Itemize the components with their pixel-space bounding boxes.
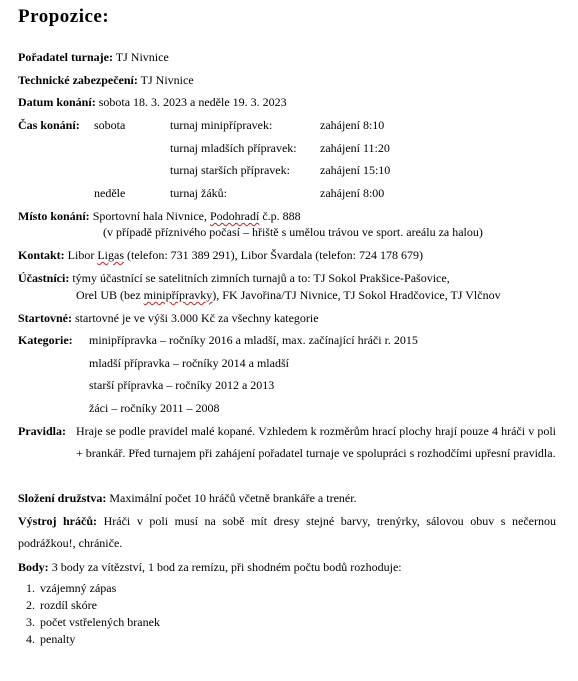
equipment-label: Výstroj hráčů: [18, 514, 98, 528]
dates-label: Datum konání: [18, 95, 96, 109]
organizer-value: TJ Nivnice [115, 50, 169, 64]
dates-line [18, 95, 287, 110]
tiebreaker-item: 4. penalty [38, 631, 160, 648]
venue-line [18, 209, 301, 224]
category-item: minipřípravka – ročníky 2016 a mladší, max. začínající hráči r. 2015 [89, 333, 418, 347]
dates-value: sobota 18. 3. 2023 a neděle 19. 3. 2023 [98, 95, 287, 109]
tiebreaker-list [18, 580, 160, 648]
contact-text-c: (telefon: 731 389 291), Libor Švardala (telefon: 724 178 679) [124, 248, 423, 262]
tiebreaker-item: 3. počet vstřelených branek [38, 614, 160, 631]
schedule-day-sunday: neděle [94, 186, 126, 200]
fee-value: startovné je ve výši 3.000 Kč za všechny kategorie [75, 311, 319, 325]
venue-text-a: Sportovní hala Nivnice, [92, 209, 210, 223]
category-item: mladší přípravka – ročníky 2014 a mladší [89, 356, 289, 370]
category-item: žáci – ročníky 2011 – 2008 [89, 401, 220, 415]
tiebreaker-item: 2. rozdíl skóre [38, 597, 160, 614]
rules-text: Hraje se podle pravidel malé kopané. Vzhledem k rozměrům hrací plochy hrají pouze 4 hráči v poli + brankář. Před turnajem při zahájení pořadatel turnaje ve spolupráci s rozhodčími upřesní pravidla. [76, 424, 556, 460]
equipment-paragraph [18, 510, 556, 554]
organizer-label: Pořadatel turnaje: [18, 50, 113, 64]
tiebreaker-item: 1. vzájemný zápas [38, 580, 160, 597]
venue-note: (v případě příznivého počasí – hřiště s umělou trávou ve sport. areálu za halou) [103, 225, 483, 239]
participants-label: Účastníci: [18, 271, 70, 285]
participants-text-1: týmy účastnící se satelitních zimních turnajů a to: TJ Sokol Prakšice-Pašovice, [72, 271, 450, 285]
schedule-tournament-older: turnaj starších přípravek: [170, 163, 290, 177]
participants-mini: minipřípravky [143, 288, 213, 302]
points-label: Body: [18, 560, 49, 574]
schedule-start-younger: zahájení 11:20 [320, 141, 390, 155]
participants-line-2 [76, 288, 501, 303]
rules-label: Pravidla: [18, 424, 66, 438]
schedule-label: Čas konání: [18, 118, 80, 132]
points-value: 3 body za vítězství, 1 bod za remízu, při shodném počtu bodů rozhoduje: [51, 560, 402, 574]
participants-text-2c: ), FK Javořina/TJ Nivnice, TJ Sokol Hradčovice, TJ Vlčnov [212, 288, 501, 302]
participants-line [18, 271, 450, 286]
squad-label: Složení družstva: [18, 491, 107, 505]
squad-value: Maximální počet 10 hráčů včetně brankáře a trenér. [109, 491, 357, 505]
schedule-start-older: zahájení 15:10 [320, 163, 391, 177]
contact-label: Kontakt: [18, 248, 65, 262]
categories-label: Kategorie: [18, 333, 73, 347]
venue-street: Podohradí [210, 209, 260, 223]
points-line [18, 560, 402, 575]
fee-line [18, 311, 319, 326]
technical-line [18, 73, 194, 88]
organizer-line [18, 50, 169, 65]
venue-text-c: č.p. 888 [259, 209, 301, 223]
contact-line [18, 248, 423, 263]
venue-label: Místo konání: [18, 209, 90, 223]
category-item: starší přípravka – ročníky 2012 a 2013 [89, 378, 275, 392]
schedule-start-mini: zahájení 8:10 [320, 118, 385, 132]
contact-text-a: Libor [67, 248, 98, 262]
squad-line [18, 491, 357, 506]
schedule-tournament-pupils: turnaj žáků: [170, 186, 227, 200]
schedule-tournament-mini: turnaj minipřípravek: [170, 118, 273, 132]
equipment-text: Hráči v poli musí na sobě mít dresy stejné barvy, trenýrky, sálovou obuv s nečernou podrážkou!, chrániče. [18, 514, 556, 550]
schedule-start-pupils: zahájení 8:00 [320, 186, 385, 200]
schedule-day-saturday: sobota [94, 118, 126, 132]
page-title: Propozice: [18, 6, 110, 27]
schedule-tournament-younger: turnaj mladších přípravek: [170, 141, 297, 155]
fee-label: Startovné: [18, 311, 72, 325]
contact-surname: Ligas [97, 248, 125, 262]
participants-text-2a: Orel UB (bez [76, 288, 144, 302]
technical-label: Technické zabezpečení: [18, 73, 138, 87]
technical-value: TJ Nivnice [140, 73, 194, 87]
